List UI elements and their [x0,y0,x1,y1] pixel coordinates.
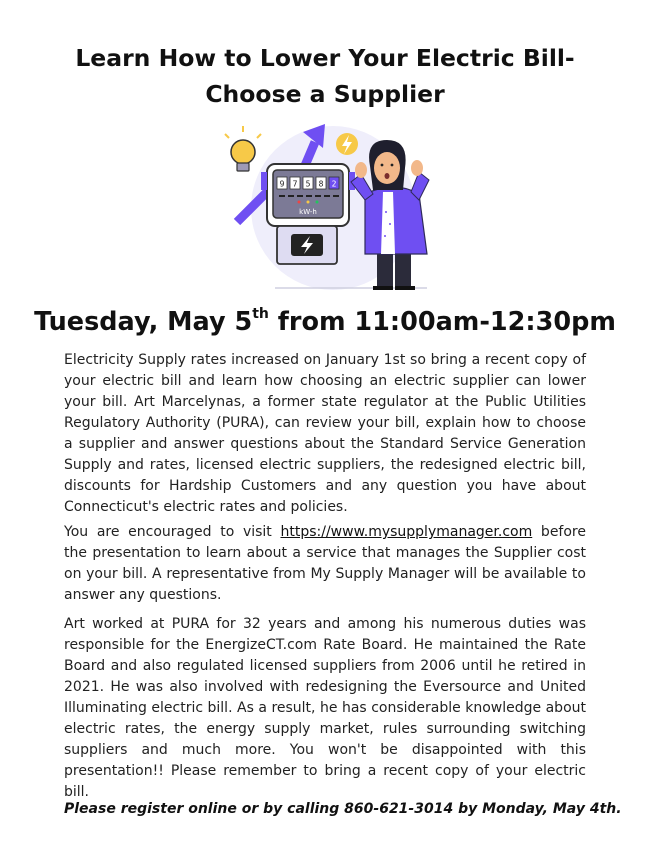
meter-digit-5: 2 [331,179,337,189]
event-day: Tuesday, May 5 [34,307,253,337]
lightbulb-icon [225,126,261,171]
intro-paragraph: Electricity Supply rates increased on January 1st so bring a recent copy of your electric bill and learn how choosing an electric supplier can lower your bill. Art Marcelynas, a former state regulator at the Public Utilities Regulatory Authority (PURA), can review your bill, explain how to choose a supplier and answer questions about the Standard Service Generation Supply and rates, licensed electric suppliers, the redesigned electric bill, discounts for Hardship Customers and any question you have about Connecticut's electric rates and policies. [64,352,586,515]
electric-meter-illustration [215,120,435,292]
meter-digit-2: 7 [292,179,298,189]
website-paragraph [64,522,586,606]
page-title [0,40,650,112]
title-line-1: Learn How to Lower Your Electric Bill- [75,44,575,72]
meter-unit-label: kW-h [299,208,317,216]
meter-digit-3: 5 [305,179,311,189]
presenter-bio-paragraph: Art worked at PURA for 32 years and among his numerous duties was responsible for the EnergizeCT.com Rate Board. He maintained the Rate Board and also regulated licensed suppliers from 2006 until he retired in 2021. He was also involved with redesigning the Eversource and United Illuminating electric bill. As a result, he has considerable knowledge about electric rates, the energy supply market, rules surrounding switching suppliers and much more. You won't be disappointed with this presentation!! Please remember to bring a recent copy of your electric bill. [64,616,586,800]
website-paragraph-tail: before the presentation to learn about a service that manages the Supplier cost on your bill. A representative from My Supply Manager will be available to answer any questions. [64,524,586,603]
meter-digit-1: 9 [279,179,285,189]
event-day-suffix: th [252,306,269,322]
event-time: from 11:00am-12:30pm [268,307,616,337]
event-date-time [0,304,650,340]
meter-digit-4: 8 [318,179,324,189]
title-line-2: Choose a Supplier [205,80,445,108]
lightning-bolt-icon [336,133,358,155]
website-paragraph-lead: You are encouraged to visit [64,524,281,540]
registration-note: Please register online or by calling 860-621-3014 by Monday, May 4th. [64,801,622,817]
supply-manager-link[interactable]: https://www.mysupplymanager.com [280,524,533,540]
